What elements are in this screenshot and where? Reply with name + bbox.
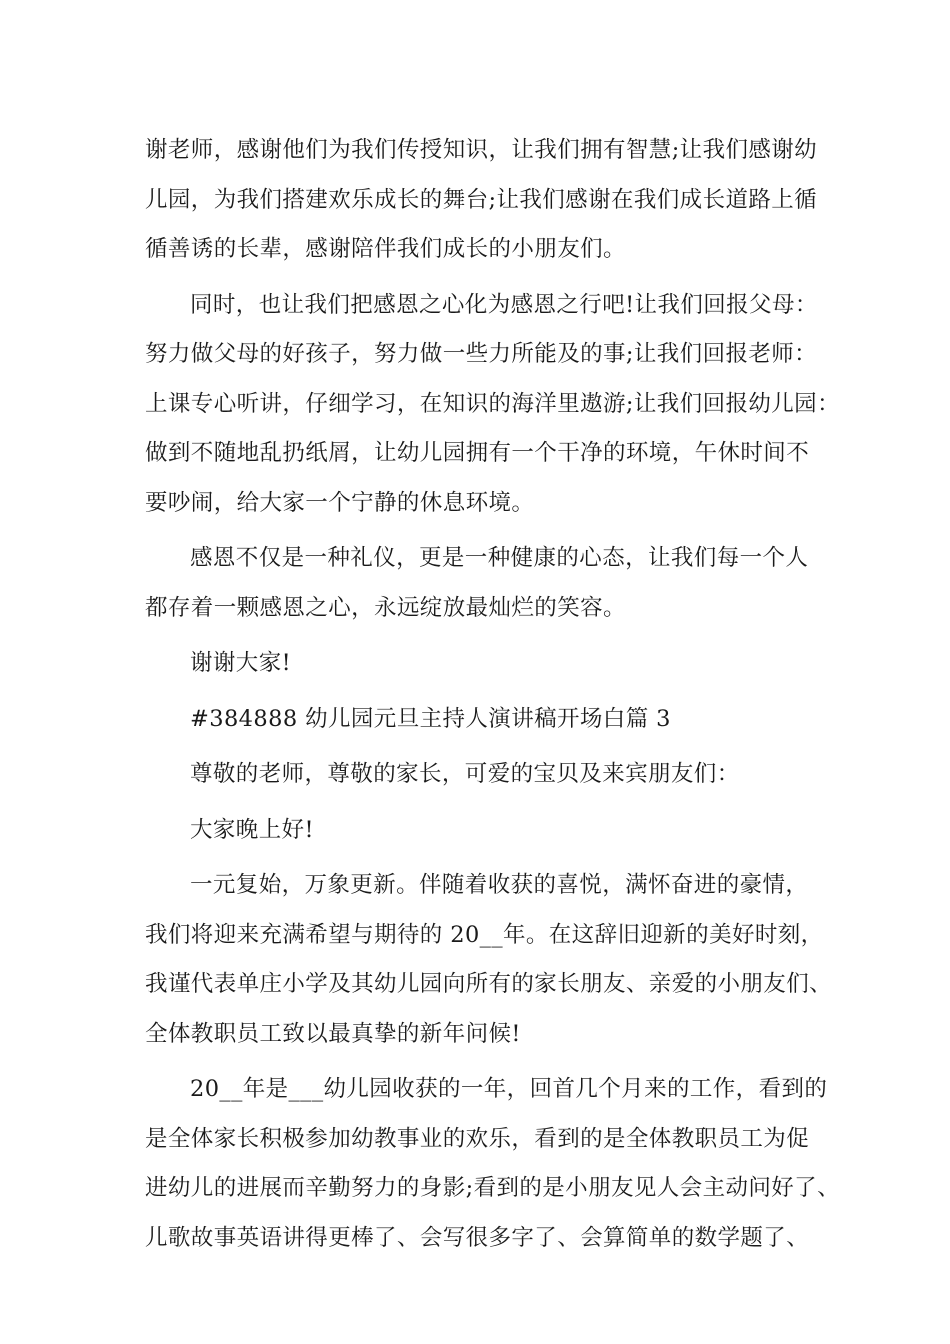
text-line: 谢老师，感谢他们为我们传授知识，让我们拥有智慧;让我们感谢幼 bbox=[145, 137, 818, 163]
text-line: 循善诱的长辈，感谢陪伴我们成长的小朋友们。 bbox=[145, 236, 626, 262]
text-line: 我们将迎来充满希望与期待的 20__年。在这辞旧迎新的美好时刻， bbox=[145, 921, 824, 948]
paragraph bbox=[145, 695, 825, 745]
text-line: 要吵闹，给大家一个宁静的休息环境。 bbox=[145, 489, 535, 516]
text-line: 全体教职员工致以最真挚的新年问候! bbox=[145, 1020, 521, 1047]
text-line: 谢谢大家! bbox=[190, 650, 292, 676]
paragraph bbox=[145, 750, 825, 800]
text-line: 20__年是___幼儿园收获的一年，回首几个月来的工作，看到的 bbox=[190, 1076, 828, 1102]
paragraph bbox=[145, 281, 840, 529]
text-line: 尊敬的老师，尊敬的家长，可爱的宝贝及来宾朋友们： bbox=[190, 761, 740, 787]
text-line: 儿歌故事英语讲得更棒了、会写很多字了、会算简单的数学题了、 bbox=[145, 1224, 810, 1251]
paragraph bbox=[145, 1065, 840, 1263]
text-line: 努力做父母的好孩子，努力做一些力所能及的事;让我们回报老师： bbox=[145, 341, 818, 367]
text-line: 同时，也让我们把感恩之心化为感恩之行吧!让我们回报父母： bbox=[190, 291, 818, 318]
text-line: 做到不随地乱扔纸屑，让幼儿园拥有一个干净的环境，午休时间不 bbox=[145, 440, 810, 466]
text-line: 一元复始，万象更新。伴随着收获的喜悦，满怀奋进的豪情， bbox=[190, 872, 809, 898]
paragraph bbox=[145, 639, 825, 689]
text-line: 上课专心听讲，仔细学习，在知识的海洋里遨游;让我们回报幼儿园： bbox=[145, 390, 840, 417]
text-line: 进幼儿的进展而辛勤努力的身影;看到的是小朋友见人会主动问好了、 bbox=[145, 1175, 840, 1201]
text-line: #384888 幼儿园元旦主持人演讲稿开场白篇 3 bbox=[190, 705, 671, 732]
text-line: 感恩不仅是一种礼仪，更是一种健康的心态，让我们每一个人 bbox=[190, 545, 809, 571]
text-line: 大家晚上好! bbox=[190, 816, 314, 843]
text-line: 都存着一颗感恩之心，永远绽放最灿烂的笑容。 bbox=[145, 594, 626, 621]
paragraph bbox=[145, 534, 825, 633]
text-line: 我谨代表单庄小学及其幼儿园向所有的家长朋友、亲爱的小朋友们、 bbox=[145, 971, 833, 997]
paragraph bbox=[145, 861, 833, 1059]
text-line: 儿园，为我们搭建欢乐成长的舞台;让我们感谢在我们成长道路上循 bbox=[145, 186, 818, 213]
paragraph bbox=[145, 126, 825, 275]
text-line: 是全体家长积极参加幼教事业的欢乐，看到的是全体教职员工为促 bbox=[145, 1125, 810, 1152]
paragraph bbox=[145, 806, 825, 856]
document-body bbox=[145, 126, 840, 1269]
